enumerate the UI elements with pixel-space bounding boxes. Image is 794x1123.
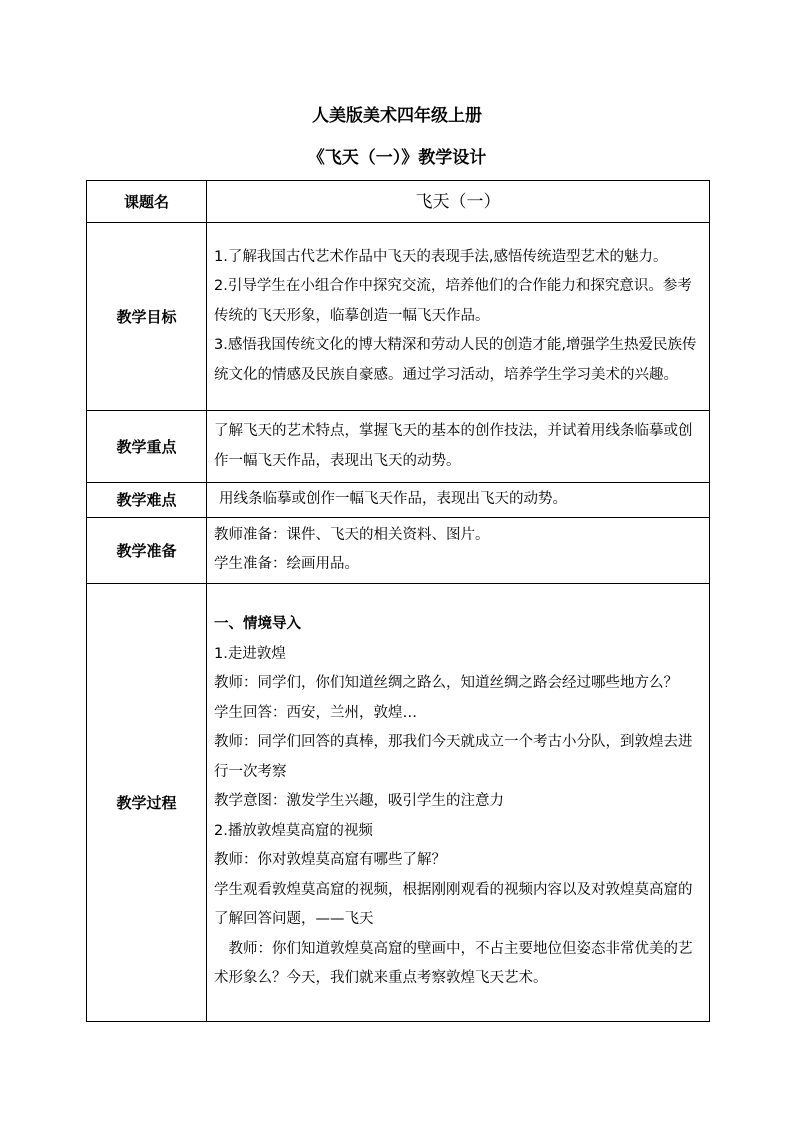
row-difficulties <box>87 483 710 518</box>
topic-label: 课题名 <box>87 181 207 223</box>
topic-value: 飞天（一） <box>207 181 710 223</box>
process-step-7: 教师：你对敦煌莫高窟有哪些了解？ <box>214 852 446 869</box>
objectives-content <box>207 223 710 411</box>
key-points-content <box>207 411 710 483</box>
process-step-3: 学生回答：西安，兰州，敦煌… <box>214 704 417 721</box>
process-step-2: 教师：同学们，你们知道丝绸之路么，知道丝绸之路会经过哪些地方么？ <box>214 675 678 692</box>
row-process <box>87 583 710 1021</box>
process-step-8: 学生观看敦煌莫高窟的视频，根据刚刚观看的视频内容以及对敦煌莫高窟的了解回答问题，——飞天 <box>214 881 693 928</box>
objective-1: 1.了解我国古代艺术作品中飞天的表现手法,感悟传统造型艺术的魅力。 <box>214 248 668 265</box>
row-objectives <box>87 223 710 411</box>
process-step-1: 1.走进敦煌 <box>214 645 286 662</box>
key-point-1: 了解飞天的艺术特点，掌握飞天的基本的创作技法，并试着用线条临摹或创作一幅飞天作品，表现出飞天的动势。 <box>214 423 693 469</box>
difficulties-label: 教学难点 <box>87 483 207 518</box>
difficulty-1: 用线条临摹或创作一幅飞天作品，表现出飞天的动势。 <box>219 491 567 507</box>
difficulties-content <box>207 483 710 518</box>
process-step-9: 教师：你们知道敦煌莫高窟的壁画中，不占主要地位但姿态非常优美的艺术形象么？今天，我们就来重点考察敦煌飞天艺术。 <box>214 940 693 987</box>
objectives-label: 教学目标 <box>87 223 207 411</box>
row-key-points <box>87 411 710 483</box>
process-content <box>207 583 710 1021</box>
process-step-5: 教学意图：激发学生兴趣，吸引学生的注意力 <box>214 793 504 810</box>
key-points-label: 教学重点 <box>87 411 207 483</box>
lesson-plan-table <box>86 180 710 1022</box>
preparation-teacher: 教师准备：课件、飞天的相关资料、图片。 <box>214 526 490 543</box>
process-label: 教学过程 <box>87 583 207 1021</box>
objective-3: 3.感悟我国传统文化的博大精深和劳动人民的创造才能,增强学生热爱民族传统文化的情感及民族自豪感。通过学习活动，培养学生学习美术的兴趣。 <box>214 337 697 383</box>
preparation-student: 学生准备：绘画用品。 <box>214 556 359 572</box>
process-step-6: 2.播放敦煌莫高窟的视频 <box>214 822 373 839</box>
objective-2: 2.引导学生在小组合作中探究交流，培养他们的合作能力和探究意识。参考传统的飞天形象，临摹创造一幅飞天作品。 <box>214 278 692 324</box>
preparation-label: 教学准备 <box>87 517 207 583</box>
row-topic <box>87 181 710 223</box>
row-preparation <box>87 517 710 583</box>
document-title: 人美版美术四年级上册 <box>312 106 482 126</box>
document-subtitle: 《飞天（一）》教学设计 <box>307 148 487 168</box>
process-step-4: 教师：同学们回答的真棒，那我们今天就成立一个考古小分队，到敦煌去进行一次考察 <box>214 734 693 780</box>
process-section-heading: 一、情境导入 <box>214 616 301 633</box>
preparation-content <box>207 517 710 583</box>
